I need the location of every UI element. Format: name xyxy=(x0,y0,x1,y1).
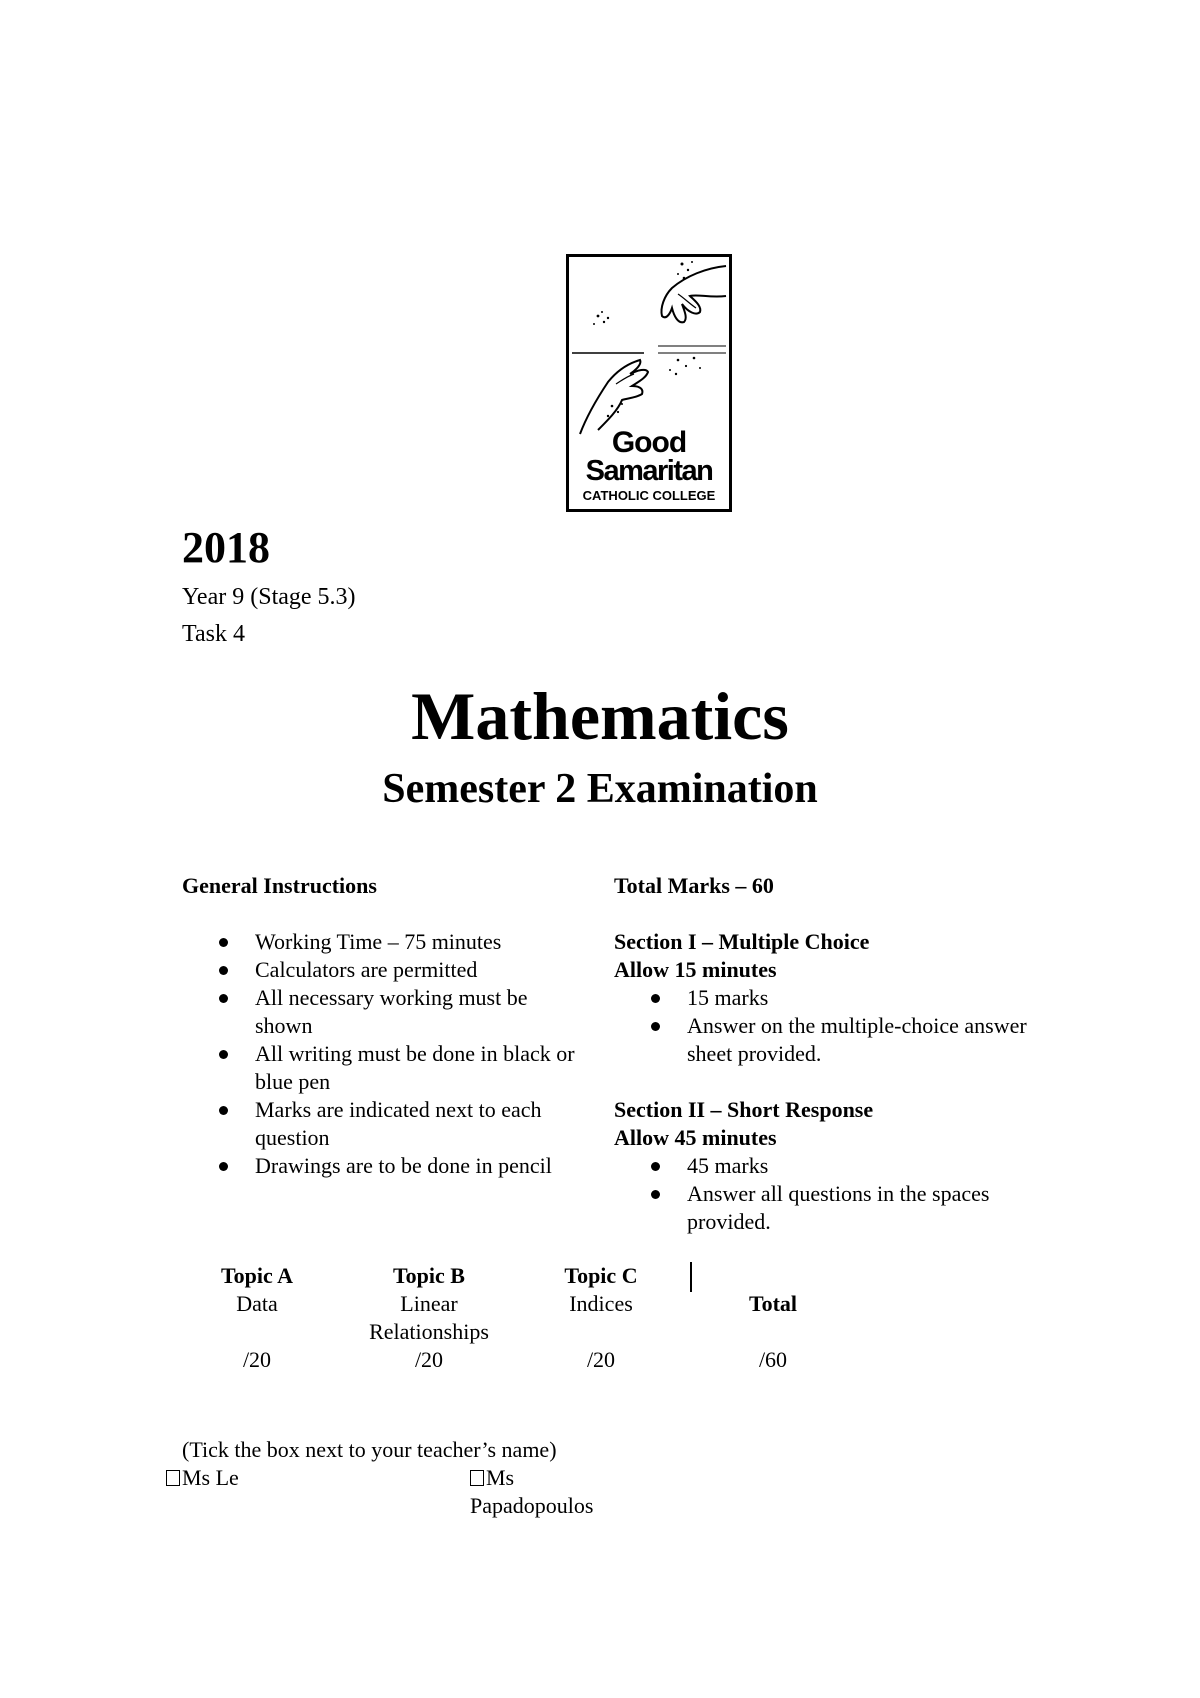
logo-line-samaritan: Samaritan xyxy=(585,455,713,487)
list-item: Answer all questions in the spaces provided. xyxy=(614,1180,1027,1236)
list-item: Working Time – 75 minutes xyxy=(182,928,585,956)
topic-name: Linear Relationships xyxy=(369,1291,489,1344)
total-score: /60 xyxy=(758,1347,788,1372)
exam-task: Task 4 xyxy=(182,621,245,647)
teacher-tick-note: (Tick the box next to your teacher’s name) xyxy=(182,1437,557,1462)
section-2-time: Allow 45 minutes xyxy=(614,1125,777,1150)
section-1-time: Allow 15 minutes xyxy=(614,957,777,982)
teacher-name: Ms xyxy=(486,1465,515,1490)
topic-a-column xyxy=(172,1262,342,1374)
topic-name: Indices xyxy=(569,1291,633,1316)
total-column xyxy=(688,1262,858,1374)
instructions-list xyxy=(182,928,602,1180)
checkbox[interactable] xyxy=(470,1470,484,1486)
topic-c-column xyxy=(516,1262,686,1374)
total-label: Total xyxy=(748,1291,798,1316)
section-1-title: Section I – Multiple Choice xyxy=(614,929,870,954)
page-title: Mathematics xyxy=(411,678,789,754)
list-item: All writing must be done in black or blue pen xyxy=(182,1040,585,1096)
general-instructions xyxy=(182,872,602,1180)
teacher-name-continued: Papadopoulos xyxy=(470,1493,594,1518)
teacher-option-papadopoulos[interactable] xyxy=(470,1464,630,1520)
topic-score: /20 xyxy=(242,1347,272,1372)
exam-year: 2018 xyxy=(182,523,270,572)
topic-b-column xyxy=(344,1262,514,1374)
list-item: 15 marks xyxy=(614,984,1027,1012)
list-item: Marks are indicated next to each question xyxy=(182,1096,585,1152)
list-item: Calculators are permitted xyxy=(182,956,585,984)
logo-line-college: CATHOLIC COLLEGE xyxy=(582,488,716,503)
checkbox[interactable] xyxy=(166,1470,180,1486)
exam-stage: Year 9 (Stage 5.3) xyxy=(182,584,356,610)
teacher-name: Ms Le xyxy=(182,1465,239,1490)
topic-heading: Topic A xyxy=(221,1263,293,1288)
total-marks: Total Marks – 60 xyxy=(614,873,774,898)
section-1-list xyxy=(614,984,1044,1068)
topic-heading: Topic B xyxy=(393,1263,465,1288)
section-2-list xyxy=(614,1152,1044,1236)
list-item: 45 marks xyxy=(614,1152,1027,1180)
list-item: Answer on the multiple-choice answer sheet provided. xyxy=(614,1012,1027,1068)
instructions-heading: General Instructions xyxy=(182,873,377,898)
teacher-option-le[interactable] xyxy=(166,1464,239,1492)
marks-summary xyxy=(614,872,1044,1236)
list-item: All necessary working must be shown xyxy=(182,984,585,1040)
topic-name: Data xyxy=(236,1291,278,1316)
topic-score: /20 xyxy=(586,1347,616,1372)
topic-heading: Topic C xyxy=(564,1263,638,1288)
logo-line-good: Good xyxy=(611,426,687,459)
section-2-title: Section II – Short Response xyxy=(614,1097,874,1122)
list-item: Drawings are to be done in pencil xyxy=(182,1152,585,1180)
page-subtitle: Semester 2 Examination xyxy=(382,766,818,812)
topic-score: /20 xyxy=(414,1347,444,1372)
college-logo xyxy=(566,254,732,512)
